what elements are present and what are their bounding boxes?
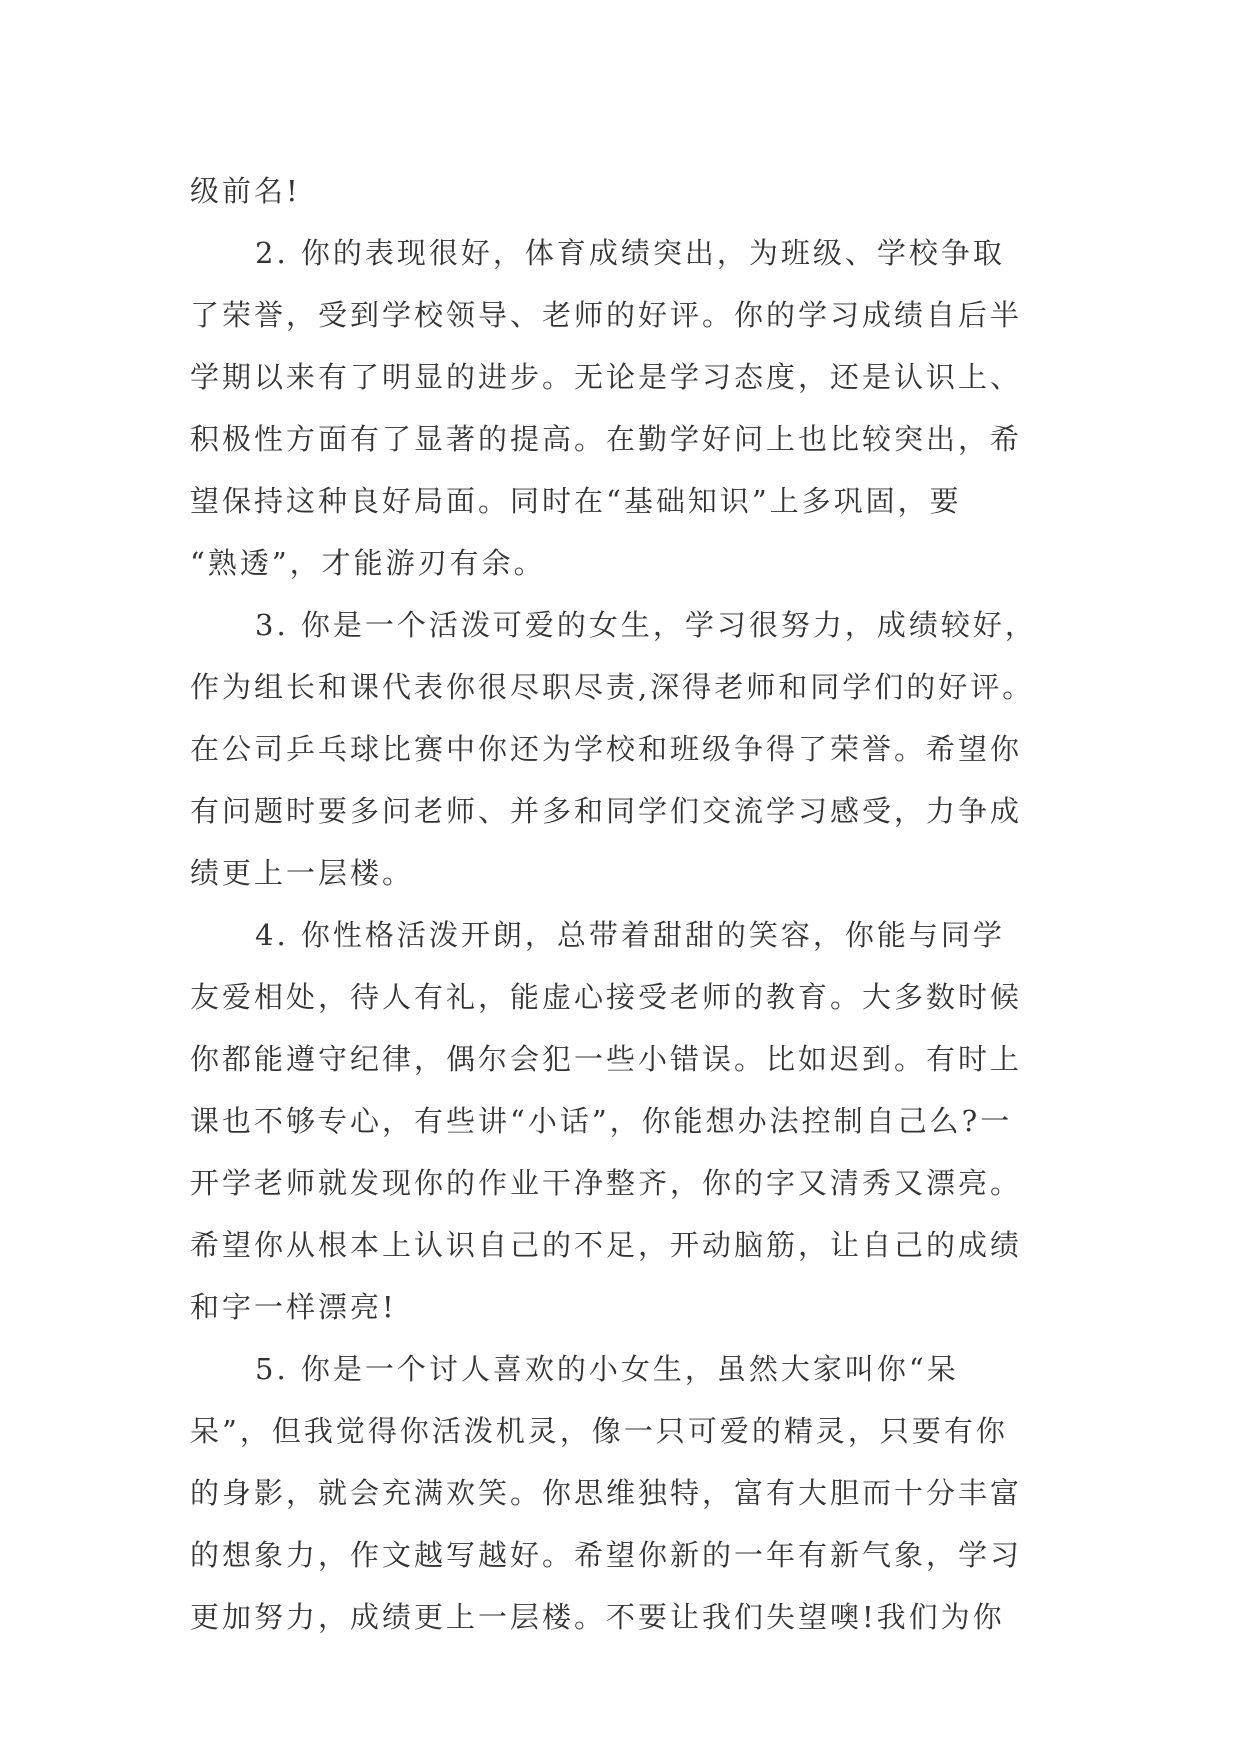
text-line: 5. 你是一个讨人喜欢的小女生，虽然大家叫你“呆 xyxy=(255,1352,959,1386)
text-line: 和字一样漂亮! xyxy=(190,1290,397,1324)
text-line: “熟透”，才能游刃有余。 xyxy=(190,546,546,580)
text-line: 有问题时要多问老师、并多和同学们交流学习感受，力争成 xyxy=(190,794,1023,828)
text-line: 的身影，就会充满欢笑。你思维独特，富有大胆而十分丰富 xyxy=(190,1476,1023,1510)
text-line: 积极性方面有了显著的提高。在勤学好问上也比较突出，希 xyxy=(190,422,1023,456)
text-line: 希望你从根本上认识自己的不足，开动脑筋，让自己的成绩 xyxy=(190,1228,1023,1262)
text-line: 在公司乒乓球比赛中你还为学校和班级争得了荣誉。希望你 xyxy=(190,732,1023,766)
text-line: 绩更上一层楼。 xyxy=(190,856,415,890)
text-line: 呆”，但我觉得你活泼机灵，像一只可爱的精灵，只要有你 xyxy=(190,1414,1008,1448)
text-line: 你都能遵守纪律，偶尔会犯一些小错误。比如迟到。有时上 xyxy=(190,1042,1023,1076)
text-line: 3. 你是一个活泼可爱的女生，学习很努力，成绩较好， xyxy=(255,608,1037,642)
text-line: 更加努力，成绩更上一层楼。不要让我们失望噢!我们为你 xyxy=(190,1600,1005,1634)
paragraph-4 xyxy=(190,904,1070,1338)
text-line: 作为组长和课代表你很尽职尽责,深得老师和同学们的好评。 xyxy=(190,670,1035,704)
text-line: 学期以来有了明显的进步。无论是学习态度，还是认识上、 xyxy=(190,360,1023,394)
text-line: 开学老师就发现你的作业干净整齐，你的字又清秀又漂亮。 xyxy=(190,1166,1023,1200)
document-body xyxy=(190,160,1070,1648)
text-line: 了荣誉，受到学校领导、老师的好评。你的学习成绩自后半 xyxy=(190,298,1023,332)
paragraph-3 xyxy=(190,594,1070,904)
text-line: 2. 你的表现很好，体育成绩突出，为班级、学校争取 xyxy=(255,236,1005,270)
paragraph-5 xyxy=(190,1338,1070,1648)
text-line: 望保持这种良好局面。同时在“基础知识”上多巩固，要 xyxy=(190,484,962,518)
text-line: 友爱相处，待人有礼，能虚心接受老师的教育。大多数时候 xyxy=(190,980,1023,1014)
text-line: 4. 你性格活泼开朗，总带着甜甜的笑容，你能与同学 xyxy=(255,918,1005,952)
paragraph-2 xyxy=(190,222,1070,594)
text-line: 级前名! xyxy=(190,174,301,208)
paragraph-1 xyxy=(190,160,1070,222)
text-line: 课也不够专心，有些讲“小话”，你能想办法控制自己么?一 xyxy=(190,1104,1013,1138)
text-line: 的想象力，作文越写越好。希望你新的一年有新气象，学习 xyxy=(190,1538,1023,1572)
